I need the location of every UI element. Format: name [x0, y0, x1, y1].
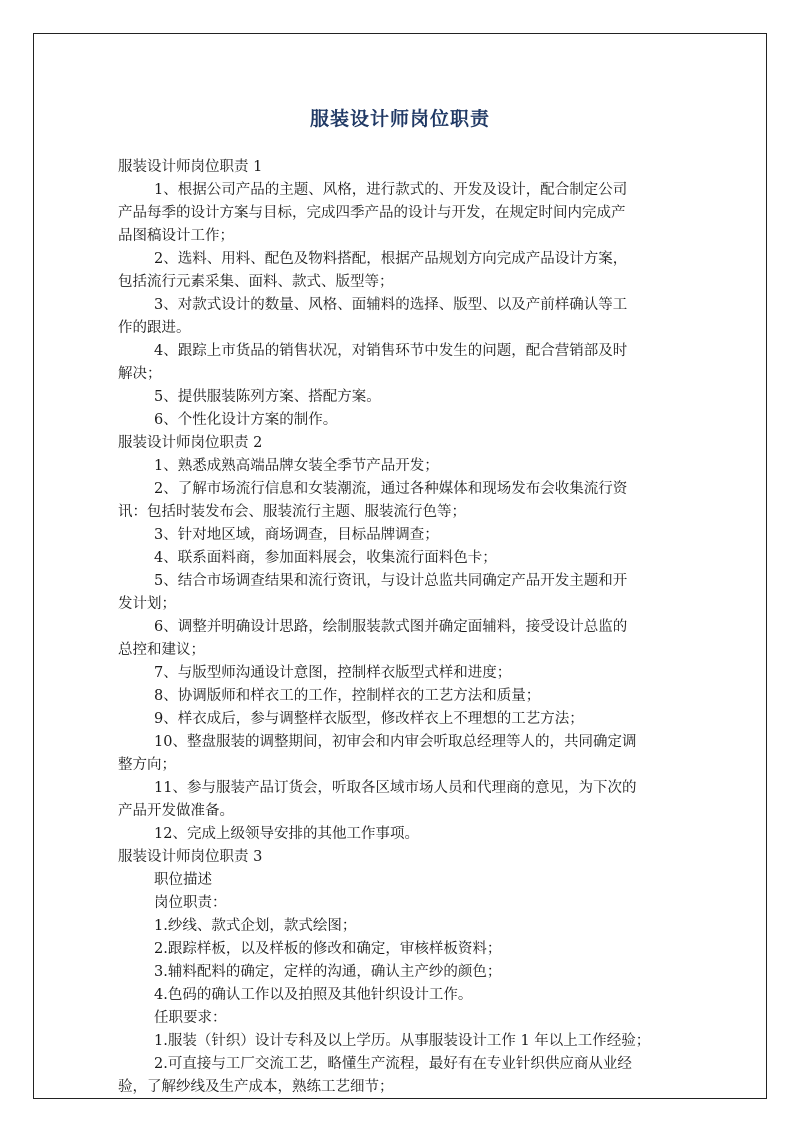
text-line: 9、样衣成后，参与调整样衣版型，修改样衣上不理想的工艺方法； — [154, 711, 584, 727]
text-line: 1、根据公司产品的主题、风格，进行款式的、开发及设计，配合制定公司 — [154, 182, 628, 198]
text-line: 解决； — [118, 366, 162, 382]
text-line: 8、协调版师和样衣工的工作，控制样衣的工艺方法和质量； — [154, 688, 541, 704]
document-body — [118, 156, 684, 1099]
text-line: 4.色码的确认工作以及拍照及其他针织设计工作。 — [154, 987, 473, 1003]
text-line: 2.可直接与工厂交流工艺，略懂生产流程，最好有在专业针织供应商从业经 — [154, 1056, 632, 1072]
text-line: 1.纱线、款式企划，款式绘图； — [154, 918, 357, 934]
text-line: 2、了解市场流行信息和女装潮流，通过各种媒体和现场发布会收集流行资 — [154, 481, 628, 497]
text-line: 5、结合市场调查结果和流行资讯，与设计总监共同确定产品开发主题和开 — [154, 573, 628, 589]
text-line: 岗位职责： — [154, 895, 227, 911]
text-line: 12、完成上级领导安排的其他工作事项。 — [154, 826, 419, 842]
text-line: 讯：包括时装发布会、服装流行主题、服装流行色等； — [118, 504, 466, 520]
text-line: 7、与版型师沟通设计意图，控制样衣版型式样和进度； — [154, 665, 512, 681]
text-line: 任职要求： — [154, 1010, 227, 1026]
text-line: 3.辅料配料的确定，定样的沟通，确认主产纱的颜色； — [154, 964, 502, 980]
text-line: 5、提供服装陈列方案、搭配方案。 — [154, 389, 381, 405]
text-line: 3、针对地区域，商场调查，目标品牌调查； — [154, 527, 439, 543]
text-line: 作的跟进。 — [118, 320, 191, 336]
text-line: 2.跟踪样板，以及样板的修改和确定，审核样板资料； — [154, 941, 502, 957]
document-title: 服装设计师岗位职责 — [309, 108, 490, 130]
text-line: 发计划； — [118, 596, 176, 612]
text-line: 2、选料、用料、配色及物料搭配，根据产品规划方向完成产品设计方案， — [154, 251, 628, 267]
text-line: 10、整盘服装的调整期间，初审会和内审会听取总经理等人的，共同确定调 — [154, 734, 637, 750]
text-line: 4、跟踪上市货品的销售状况，对销售环节中发生的问题，配合营销部及时 — [154, 343, 628, 359]
text-line: 产品每季的设计方案与目标，完成四季产品的设计与开发，在规定时间内完成产 — [118, 205, 626, 221]
text-line: 6、个性化设计方案的制作。 — [154, 412, 338, 428]
text-line: 6、调整并明确设计思路，绘制服装款式图并确定面辅料，接受设计总监的 — [154, 619, 628, 635]
text-line: 产品开发做准备。 — [118, 803, 234, 819]
text-line: 整方向； — [118, 757, 176, 773]
text-line: 服装设计师岗位职责 3 — [118, 849, 263, 865]
text-line: 服装设计师岗位职责 1 — [118, 159, 263, 175]
text-line: 11、参与服装产品订货会，听取各区域市场人员和代理商的意见，为下次的 — [154, 780, 637, 796]
text-line: 验，了解纱线及生产成本，熟练工艺细节； — [118, 1079, 394, 1095]
text-line: 3、对款式设计的数量、风格、面辅料的选择、版型、以及产前样确认等工 — [154, 297, 628, 313]
text-line: 品图稿设计工作； — [118, 228, 234, 244]
text-line: 4、联系面料商，参加面料展会，收集流行面料色卡； — [154, 550, 497, 566]
text-line: 职位描述 — [154, 872, 212, 888]
text-line: 包括流行元素采集、面料、款式、版型等； — [118, 274, 394, 290]
text-line: 1、熟悉成熟高端品牌女装全季节产品开发； — [154, 458, 439, 474]
text-line: 服装设计师岗位职责 2 — [118, 435, 263, 451]
text-line: 1.服装（针织）设计专科及以上学历。从事服装设计工作 1 年以上工作经验； — [154, 1033, 651, 1049]
text-line: 总控和建议； — [118, 642, 205, 658]
